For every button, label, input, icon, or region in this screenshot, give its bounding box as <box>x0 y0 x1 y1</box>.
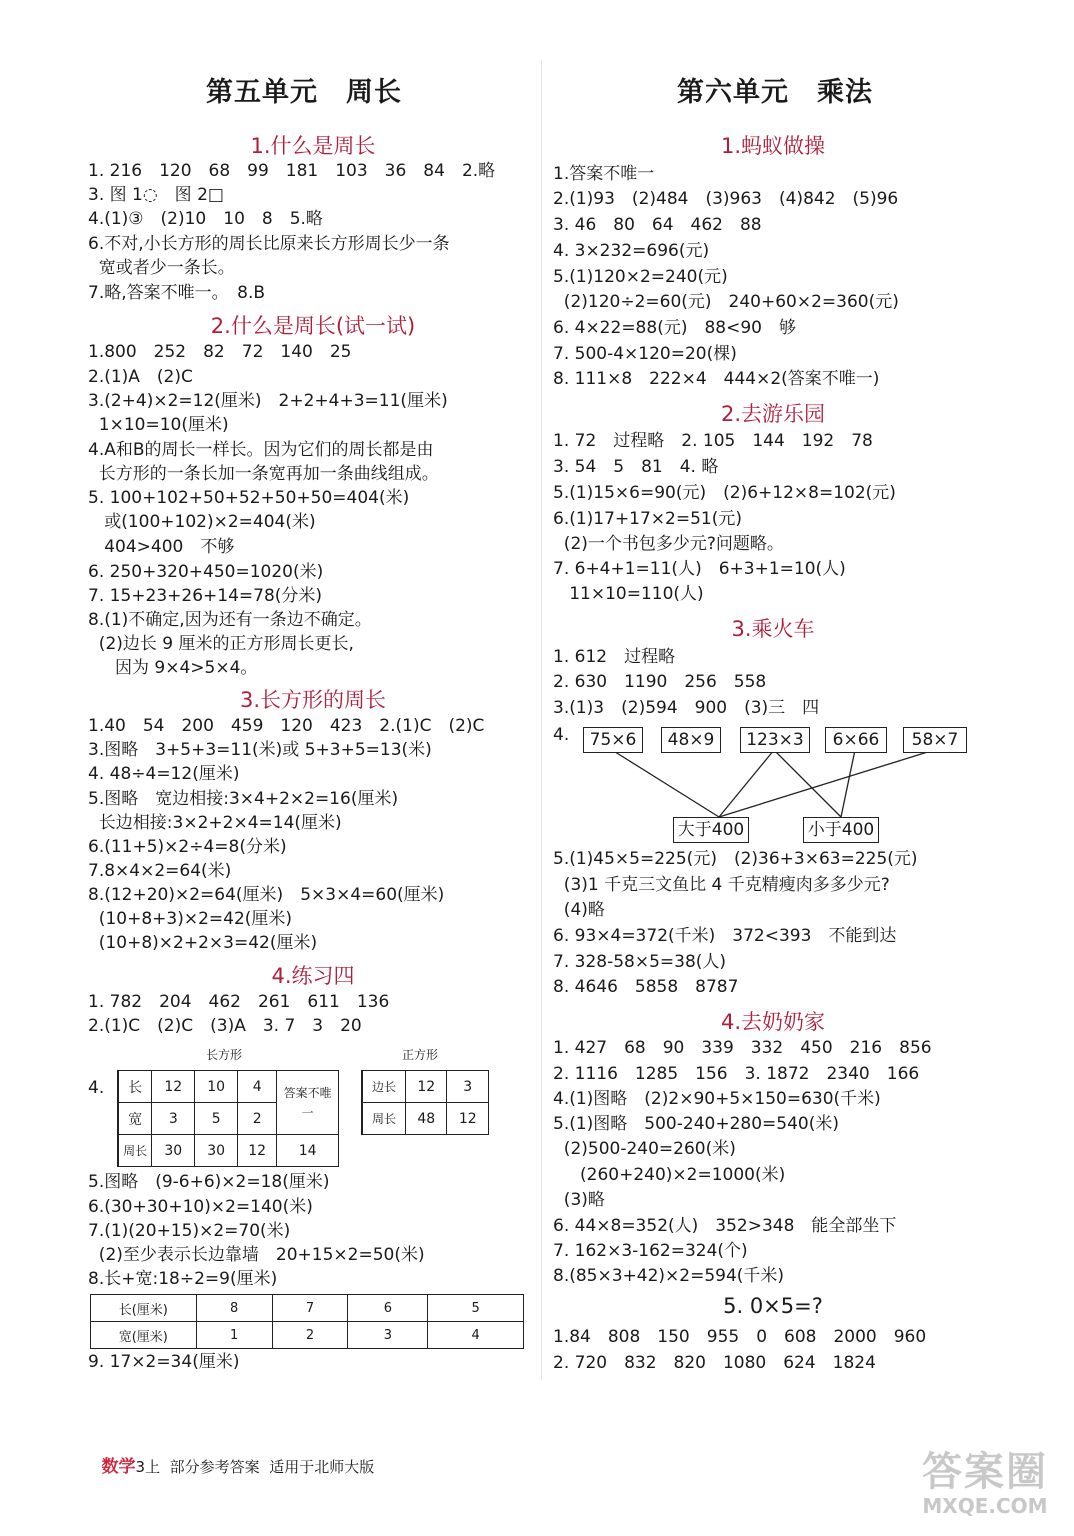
table-cell: 3 <box>152 1103 195 1135</box>
watermark-url: MXQE.COM <box>922 1494 1048 1518</box>
square-table <box>361 1070 489 1135</box>
answer-line: 4. 3×232=696(元) <box>553 241 710 261</box>
table-cell: 2 <box>238 1103 277 1135</box>
section-title: 2.什么是周长(试一试) <box>210 314 416 338</box>
answer-line: (260+240)×2=1000(米) <box>553 1165 786 1185</box>
section-title: 3.乘火车 <box>731 617 815 641</box>
answer-line: 1. 427 68 90 339 332 450 216 856 <box>553 1038 932 1058</box>
answer-line: 3.(2+4)×2=12(厘米) 2+2+4+3=11(厘米) <box>88 391 448 411</box>
answer-line: 1. 612 过程略 <box>553 647 676 667</box>
result-box-greater: 大于400 <box>673 817 749 843</box>
answer-line: 6.(11+5)×2÷4=8(分米) <box>88 837 287 857</box>
answer-line: 11×10=110(人) <box>553 584 704 604</box>
answer-line: 1. 216 120 68 99 181 103 36 84 2.略 <box>88 161 496 181</box>
answer-line: 9. 17×2=34(厘米) <box>88 1352 240 1372</box>
expression-box: 58×7 <box>903 727 967 753</box>
answer-line: 5.(1)图略 500-240+280=540(米) <box>553 1114 839 1134</box>
section-title: 1.蚂蚁做操 <box>720 134 826 158</box>
answer-line: 5.(1)120×2=240(元) <box>553 267 728 287</box>
section-title: 4.练习四 <box>271 964 355 988</box>
unit-title: 第五单元 周长 <box>206 77 402 108</box>
answer-line: 1.40 54 200 459 120 423 2.(1)C (2)C <box>88 716 485 736</box>
answer-line: 2. 1116 1285 156 3. 1872 2340 166 <box>553 1064 920 1084</box>
table-cell: 4 <box>238 1071 277 1103</box>
answer-line: 6. 4×22=88(元) 88<90 够 <box>553 318 796 338</box>
watermark-text: 答案圈 <box>922 1449 1048 1495</box>
answer-line: 7. 15+23+26+14=78(分米) <box>88 586 323 606</box>
table-cell: 3 <box>447 1071 489 1103</box>
answer-line: 7. 328-58×5=38(人) <box>553 952 727 972</box>
answer-line: 5.图略 宽边相接:3×4+2×2=16(厘米) <box>88 789 399 809</box>
answer-line: 4.(1)图略 (2)2×90+5×150=630(千米) <box>553 1089 881 1109</box>
answer-line: 4. <box>553 725 570 745</box>
table-cell: 7 <box>272 1295 348 1322</box>
table-cell: 边长 <box>362 1071 406 1103</box>
table-cell: 宽(厘米) <box>91 1322 197 1349</box>
table-cell: 周长 <box>362 1103 406 1135</box>
column-divider <box>541 60 542 1380</box>
expression-box: 6×66 <box>825 727 887 753</box>
answer-line: 6. 44×8=352(人) 352>348 能全部坐下 <box>553 1216 897 1236</box>
table-caption: 正方形 <box>402 1048 439 1062</box>
footer-edition: 适用于北师大版 <box>269 1458 375 1476</box>
answer-line: 3.图略 3+5+3=11(米)或 5+3+5=13(米) <box>88 740 432 760</box>
answer-line: 1. 782 204 462 261 611 136 <box>88 992 390 1012</box>
answer-line: 长边相接:3×2+2×4=14(厘米) <box>88 813 342 833</box>
answer-line: 3.(1)3 (2)594 900 (3)三 四 <box>553 698 820 718</box>
answer-line: 7. 500-4×120=20(棵) <box>553 344 737 364</box>
answer-line: 8. 4646 5858 8787 <box>553 977 739 997</box>
table-cell: 14 <box>277 1135 339 1167</box>
table-cell: 5 <box>428 1295 524 1322</box>
table-cell: 1 <box>196 1322 272 1349</box>
result-box-less: 小于400 <box>803 817 879 843</box>
answer-line: 2.(1)C (2)C (3)A 3. 7 3 20 <box>88 1016 362 1036</box>
answer-line: (2)至少表示长边靠墙 20+15×2=50(米) <box>88 1245 425 1265</box>
answer-line: 6.(30+30+10)×2=140(米) <box>88 1197 313 1217</box>
answer-line: 5.(1)15×6=90(元) (2)6+12×8=102(元) <box>553 483 896 503</box>
table-cell: 10 <box>195 1071 238 1103</box>
table-cell: 8 <box>196 1295 272 1322</box>
answer-line: 3. 54 5 81 4. 略 <box>553 457 719 477</box>
answer-line: 8.(12+20)×2=64(厘米) 5×3×4=60(厘米) <box>88 885 445 905</box>
match-line <box>719 750 774 817</box>
answer-line: (4)略 <box>553 900 605 920</box>
answer-line: (2)一个书包多少元?问题略。 <box>553 534 784 554</box>
table-cell: 5 <box>195 1103 238 1135</box>
answer-line: 1.答案不唯一 <box>553 164 655 184</box>
answer-line: 8.长+宽:18÷2=9(厘米) <box>88 1269 278 1289</box>
unit-title: 第六单元 乘法 <box>677 77 873 108</box>
table-cell: 4 <box>428 1322 524 1349</box>
table-cell: 长 <box>118 1071 152 1103</box>
answer-line: 5.(1)45×5=225(元) (2)36+3×63=225(元) <box>553 849 918 869</box>
answer-line: (2)500-240=260(米) <box>553 1139 736 1159</box>
table-cell: 12 <box>447 1103 489 1135</box>
table-cell: 12 <box>238 1135 277 1167</box>
table-cell: 3 <box>348 1322 428 1349</box>
answer-line: 7.(1)(20+15)×2=70(米) <box>88 1221 291 1241</box>
match-line <box>841 750 855 817</box>
answer-line: (2)边长 9 厘米的正方形周长更长, <box>88 634 354 654</box>
answer-line: 2.(1)93 (2)484 (3)963 (4)842 (5)96 <box>553 189 899 209</box>
answer-line: (10+8)×2+2×3=42(厘米) <box>88 933 318 953</box>
answer-line: 6.不对,小长方形的周长比原来长方形周长少一条 <box>88 234 450 254</box>
match-line <box>612 750 719 817</box>
answer-line: 4.A和B的周长一样长。因为它们的周长都是由 <box>88 440 434 460</box>
answer-line: 2. 720 832 820 1080 624 1824 <box>553 1353 876 1373</box>
answer-line: (3)1 千克三文鱼比 4 千克精瘦肉多多少元? <box>553 875 890 895</box>
table-caption: 长方形 <box>206 1048 243 1062</box>
answer-line: 1.800 252 82 72 140 25 <box>88 342 352 362</box>
table-cell: 6 <box>348 1295 428 1322</box>
answer-line: 因为 9×4>5×4。 <box>88 658 258 678</box>
answer-line: 7.略,答案不唯一。 8.B <box>88 283 266 303</box>
answer-line: 5. 100+102+50+52+50+50=404(米) <box>88 488 410 508</box>
expression-box: 75×6 <box>583 727 643 753</box>
rectangle-table <box>117 1070 339 1167</box>
answer-line: 1.84 808 150 955 0 608 2000 960 <box>553 1327 927 1347</box>
section-title: 4.去奶奶家 <box>720 1010 826 1034</box>
footer-subject: 数学 <box>101 1457 136 1477</box>
watermark-logo <box>905 1450 1065 1530</box>
section-title: 3.长方形的周长 <box>239 688 387 712</box>
match-line <box>719 750 934 817</box>
table-cell: 48 <box>406 1103 447 1135</box>
expression-box: 123×3 <box>740 727 810 753</box>
answer-line: 3. 46 80 64 462 88 <box>553 215 762 235</box>
section-title: 1.什么是周长 <box>250 134 376 158</box>
answer-line: 4. <box>88 1078 105 1098</box>
answer-line: 或(100+102)×2=404(米) <box>88 512 316 532</box>
answer-line: 4.(1)③ (2)10 10 8 5.略 <box>88 209 323 229</box>
answer-line: (2)120÷2=60(元) 240+60×2=360(元) <box>553 292 899 312</box>
answer-line: 404>400 不够 <box>88 537 235 557</box>
table-cell: 2 <box>272 1322 348 1349</box>
answer-line: 8. 111×8 222×4 444×2(答案不唯一) <box>553 369 880 389</box>
table-cell: 12 <box>152 1071 195 1103</box>
section-title: 5. 0×5=? <box>723 1294 823 1318</box>
section-title: 2.去游乐园 <box>720 402 826 426</box>
table-cell: 长(厘米) <box>91 1295 197 1322</box>
answer-line: 宽或者少一条长。 <box>88 258 235 278</box>
answer-line: 4. 48÷4=12(厘米) <box>88 764 240 784</box>
table-cell: 12 <box>406 1071 447 1103</box>
answer-line: (3)略 <box>553 1190 605 1210</box>
answer-line: 3. 图 1◌ 图 2□ <box>88 185 224 205</box>
table-cell: 周长 <box>118 1135 152 1167</box>
expression-box: 48×9 <box>661 727 721 753</box>
table-cell: 宽 <box>118 1103 152 1135</box>
table-cell: 30 <box>152 1135 195 1167</box>
answer-line: 7.8×4×2=64(米) <box>88 861 232 881</box>
answer-line: 1. 72 过程略 2. 105 144 192 78 <box>553 431 873 451</box>
answer-line: 2.(1)A (2)C <box>88 367 193 387</box>
answer-line: 8.(1)不确定,因为还有一条边不确定。 <box>88 610 372 630</box>
answer-line: 长方形的一条长加一条宽再加一条曲线组成。 <box>88 464 439 484</box>
answer-line: 6. 93×4=372(千米) 372<393 不能到达 <box>553 926 897 946</box>
length-width-table <box>90 1294 524 1349</box>
answer-line: 8.(85×3+42)×2=594(千米) <box>553 1266 785 1286</box>
table-cell: 30 <box>195 1135 238 1167</box>
answer-line: 6.(1)17+17×2=51(元) <box>553 509 743 529</box>
answer-line: (10+8+3)×2=42(厘米) <box>88 909 293 929</box>
match-line <box>774 750 841 817</box>
answer-line: 7. 162×3-162=324(个) <box>553 1241 748 1261</box>
answer-line: 6. 250+320+450=1020(米) <box>88 562 324 582</box>
page-footer <box>92 1434 374 1477</box>
footer-label: 部分参考答案 <box>169 1458 260 1476</box>
answer-line: 2. 630 1190 256 558 <box>553 672 767 692</box>
answer-line: 7. 6+4+1=11(人) 6+3+1=10(人) <box>553 559 846 579</box>
footer-grade: 3上 <box>135 1458 161 1476</box>
answer-line: 1×10=10(厘米) <box>88 415 229 435</box>
table-cell: 答案不唯一 <box>277 1071 339 1135</box>
answer-line: 5.图略 (9-6+6)×2=18(厘米) <box>88 1172 330 1192</box>
